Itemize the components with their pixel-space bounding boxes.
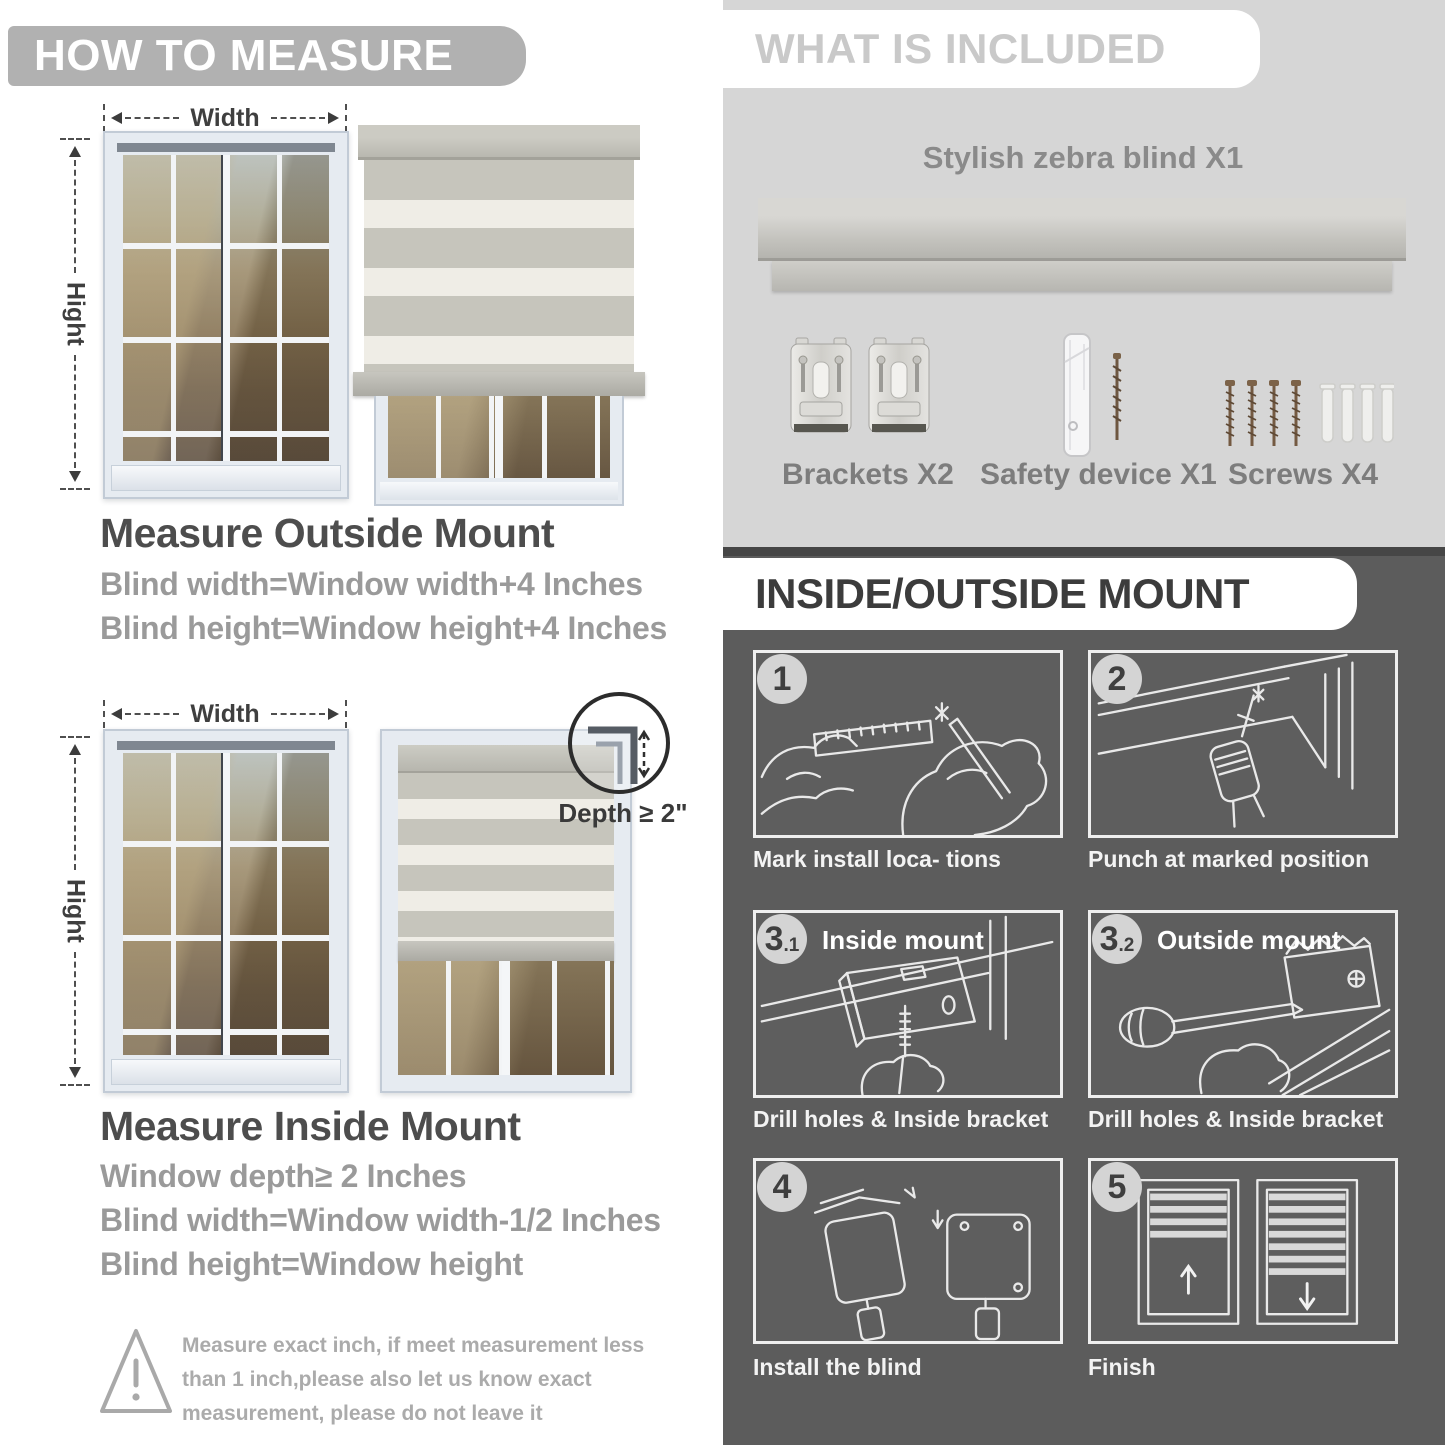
dashed-line bbox=[271, 117, 325, 119]
width-measure-outside bbox=[103, 104, 347, 132]
step-badge: 1 bbox=[757, 654, 807, 704]
window-glass bbox=[388, 396, 610, 478]
height-measure-outside bbox=[60, 138, 90, 490]
step-caption-5: Finish bbox=[1088, 1354, 1156, 1380]
window-head-frame bbox=[117, 741, 335, 750]
inside-mount-spec-width: Blind width=Window width-1/2 Inches bbox=[100, 1202, 661, 1238]
what-is-included-banner bbox=[723, 10, 1260, 88]
step-caption-3-2: Drill holes & Inside bracket bbox=[1088, 1106, 1384, 1132]
outside-mount-spec-height: Blind height=Window height+4 Inches bbox=[100, 610, 668, 646]
headrail-illustration-bottom bbox=[772, 261, 1392, 291]
dashed-line bbox=[271, 713, 325, 715]
step-badge: 2 bbox=[1092, 654, 1142, 704]
step-panel-2 bbox=[1088, 650, 1398, 838]
height-label: Hight bbox=[61, 282, 90, 346]
window-glass bbox=[123, 753, 329, 1055]
step-panel-3-1 bbox=[753, 910, 1063, 1098]
outside-mount-heading: Measure Outside Mount bbox=[100, 510, 555, 556]
depth-note: Depth ≥ 2" bbox=[558, 798, 688, 828]
screws-icon bbox=[1222, 378, 1394, 452]
step-caption-4: Install the blind bbox=[753, 1354, 922, 1380]
inside-outside-mount-banner bbox=[723, 558, 1357, 630]
window-sill bbox=[111, 1059, 341, 1085]
dashed-line bbox=[125, 713, 179, 715]
dashed-line bbox=[74, 758, 76, 870]
arrow-left-icon bbox=[105, 708, 122, 720]
window-muntins bbox=[123, 753, 329, 1055]
blind-cassette bbox=[358, 125, 640, 160]
step-caption-1: Mark install loca- tions bbox=[753, 846, 1001, 872]
dashed-line bbox=[74, 160, 76, 273]
safety-device-icon bbox=[1060, 332, 1094, 460]
arrow-down-icon bbox=[69, 1067, 81, 1084]
screw-icon bbox=[1110, 352, 1124, 444]
window-illustration-outside bbox=[103, 131, 349, 499]
arrow-right-icon bbox=[328, 112, 345, 124]
window-muntins bbox=[398, 961, 614, 1075]
safety-device-caption: Safety device X1 bbox=[980, 458, 1217, 491]
window-glass bbox=[398, 961, 614, 1075]
depth-callout-circle bbox=[568, 692, 670, 794]
inside-mount-spec-height: Blind height=Window height bbox=[100, 1246, 523, 1282]
headrail-illustration-top bbox=[758, 198, 1406, 261]
what-is-included-title: WHAT IS INCLUDED bbox=[755, 25, 1166, 72]
warning-line: measurement, please do not leave it bbox=[182, 1402, 543, 1425]
step-badge: 4 bbox=[757, 1162, 807, 1212]
step-panel-3-2 bbox=[1088, 910, 1398, 1098]
step-panel-5 bbox=[1088, 1158, 1398, 1344]
anchor-icon bbox=[1320, 384, 1394, 442]
width-measure-inside bbox=[103, 700, 347, 728]
dashed-line bbox=[74, 355, 76, 468]
step-badge: 3 .1 bbox=[757, 914, 807, 964]
step-badge: 3 .2 bbox=[1092, 914, 1142, 964]
width-label: Width bbox=[190, 103, 260, 132]
step-caption-2: Punch at marked position bbox=[1088, 846, 1370, 872]
height-label: Hight bbox=[61, 879, 90, 943]
window-muntins bbox=[388, 396, 610, 478]
window-muntins bbox=[123, 155, 329, 461]
window-head-frame bbox=[117, 143, 335, 152]
outside-mount-spec-width: Blind width=Window width+4 Inches bbox=[100, 566, 643, 602]
step-panel-1 bbox=[753, 650, 1063, 838]
step-caption-3-1: Drill holes & Inside bracket bbox=[753, 1106, 1049, 1132]
arrow-up-icon bbox=[69, 738, 81, 755]
blind-inside-content bbox=[398, 745, 614, 1075]
warning-triangle-icon bbox=[96, 1323, 176, 1419]
measure-tick bbox=[60, 488, 90, 490]
how-to-measure-title: HOW TO MEASURE bbox=[34, 31, 454, 80]
warning-line: than 1 inch,please also let us know exact bbox=[182, 1368, 592, 1391]
inside-mount-spec-depth: Window depth≥ 2 Inches bbox=[100, 1158, 467, 1194]
step-panel-4 bbox=[753, 1158, 1063, 1344]
dashed-line bbox=[125, 117, 179, 119]
measure-tick bbox=[345, 700, 347, 728]
arrow-down-icon bbox=[69, 471, 81, 488]
width-label: Width bbox=[190, 699, 260, 728]
inside-mount-heading: Measure Inside Mount bbox=[100, 1103, 521, 1149]
arrow-right-icon bbox=[328, 708, 345, 720]
window-sill bbox=[111, 465, 341, 491]
zebra-blind-outside-illustration bbox=[358, 125, 640, 506]
measure-tick bbox=[345, 104, 347, 132]
window-illustration-inside bbox=[103, 729, 349, 1093]
measure-tick bbox=[60, 1084, 90, 1086]
brackets-caption: Brackets X2 bbox=[782, 458, 954, 491]
window-below-blind bbox=[374, 396, 624, 506]
arrow-left-icon bbox=[105, 112, 122, 124]
blind-stripes bbox=[364, 160, 634, 372]
inside-outside-mount-title: INSIDE/OUTSIDE MOUNT bbox=[755, 570, 1250, 617]
blind-bottom-rail bbox=[353, 372, 645, 396]
step-title: Outside mount bbox=[1157, 925, 1341, 955]
step-badge: 5 bbox=[1092, 1162, 1142, 1212]
window-glass bbox=[123, 155, 329, 461]
blind-bottom-rail bbox=[398, 941, 614, 961]
dashed-line bbox=[74, 952, 76, 1064]
measurement-warning-text bbox=[182, 1329, 644, 1431]
step-title: Inside mount bbox=[822, 925, 984, 955]
bracket-icon bbox=[788, 336, 854, 442]
screws-caption: Screws X4 bbox=[1227, 458, 1379, 491]
frame-corner-detail-icon bbox=[572, 696, 666, 790]
height-measure-inside bbox=[60, 736, 90, 1086]
bracket-icon bbox=[866, 336, 932, 442]
included-subtitle: Stylish zebra blind X1 bbox=[922, 140, 1244, 175]
arrow-up-icon bbox=[69, 140, 81, 157]
how-to-measure-banner bbox=[8, 26, 526, 86]
window-sill bbox=[380, 482, 618, 500]
warning-line: Measure exact inch, if meet measurement less bbox=[182, 1334, 645, 1357]
